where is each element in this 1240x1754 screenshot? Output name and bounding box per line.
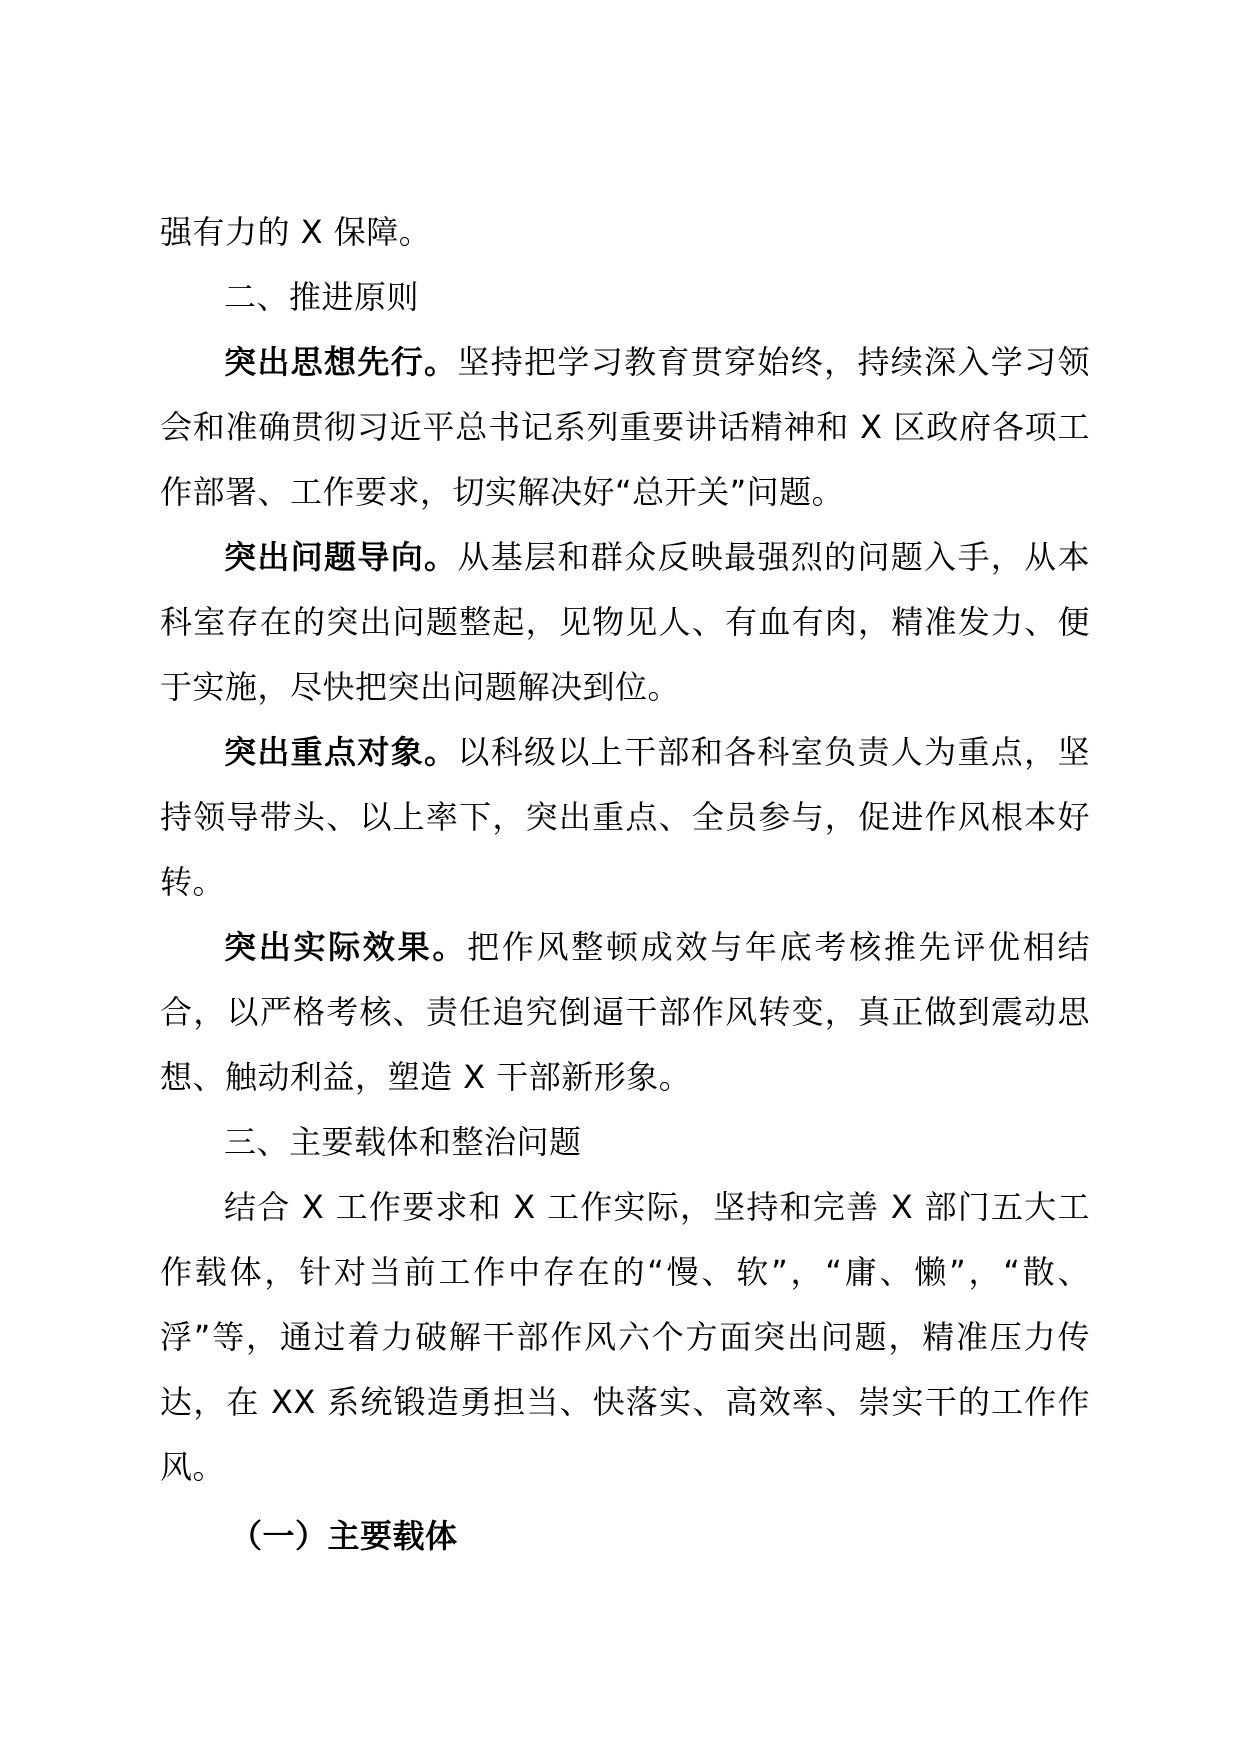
section-heading-principles: 二、推进原则 [224, 278, 420, 316]
principle-paragraph-2 [160, 525, 1090, 720]
principle-body-1: 坚持把学习教育贯穿始终，持续深入学习领会和准确贯彻习近平总书记系列重要讲话精神和 X 区政府各项工作部署、工作要求，切实解决好“总开关”问题。 [160, 343, 1090, 511]
principle-title-2: 突出问题导向。 [224, 538, 458, 576]
principle-body-4: 把作风整顿成效与年底考核推先评优相结合，以严格考核、责任追究倒逼干部作风转变，真正做到震动思想、触动利益，塑造 X 干部新形象。 [160, 928, 1090, 1096]
document-body [160, 200, 1090, 1569]
principle-paragraph-4 [160, 915, 1090, 1110]
section-heading-carriers: 三、主要载体和整治问题 [224, 1123, 582, 1161]
principle-title-1: 突出思想先行。 [224, 343, 458, 381]
principle-paragraph-1 [160, 330, 1090, 525]
continuation-paragraph: 强有力的 X 保障。 [160, 213, 432, 251]
principle-title-3: 突出重点对象。 [224, 733, 458, 771]
principle-paragraph-3 [160, 720, 1090, 915]
principle-title-4: 突出实际效果。 [224, 928, 468, 966]
subsection-heading-main-carriers: （一）主要载体 [230, 1517, 458, 1555]
principle-body-3: 以科级以上干部和各科室负责人为重点，坚持领导带头、以上率下，突出重点、全员参与，促进作风根本好转。 [160, 733, 1090, 901]
carriers-paragraph: 结合 X 工作要求和 X 工作实际，坚持和完善 X 部门五大工作载体，针对当前工作中存在的“慢、软”，“庸、懒”，“散、浮”等，通过着力破解干部作风六个方面突出问题，精准压力传达，在 XX 系统锻造勇担当、快落实、高效率、崇实干的工作作风。 [160, 1188, 1090, 1486]
principle-body-2: 从基层和群众反映最强烈的问题入手，从本科室存在的突出问题整起，见物见人、有血有肉，精准发力、便于实施，尽快把突出问题解决到位。 [160, 538, 1090, 706]
